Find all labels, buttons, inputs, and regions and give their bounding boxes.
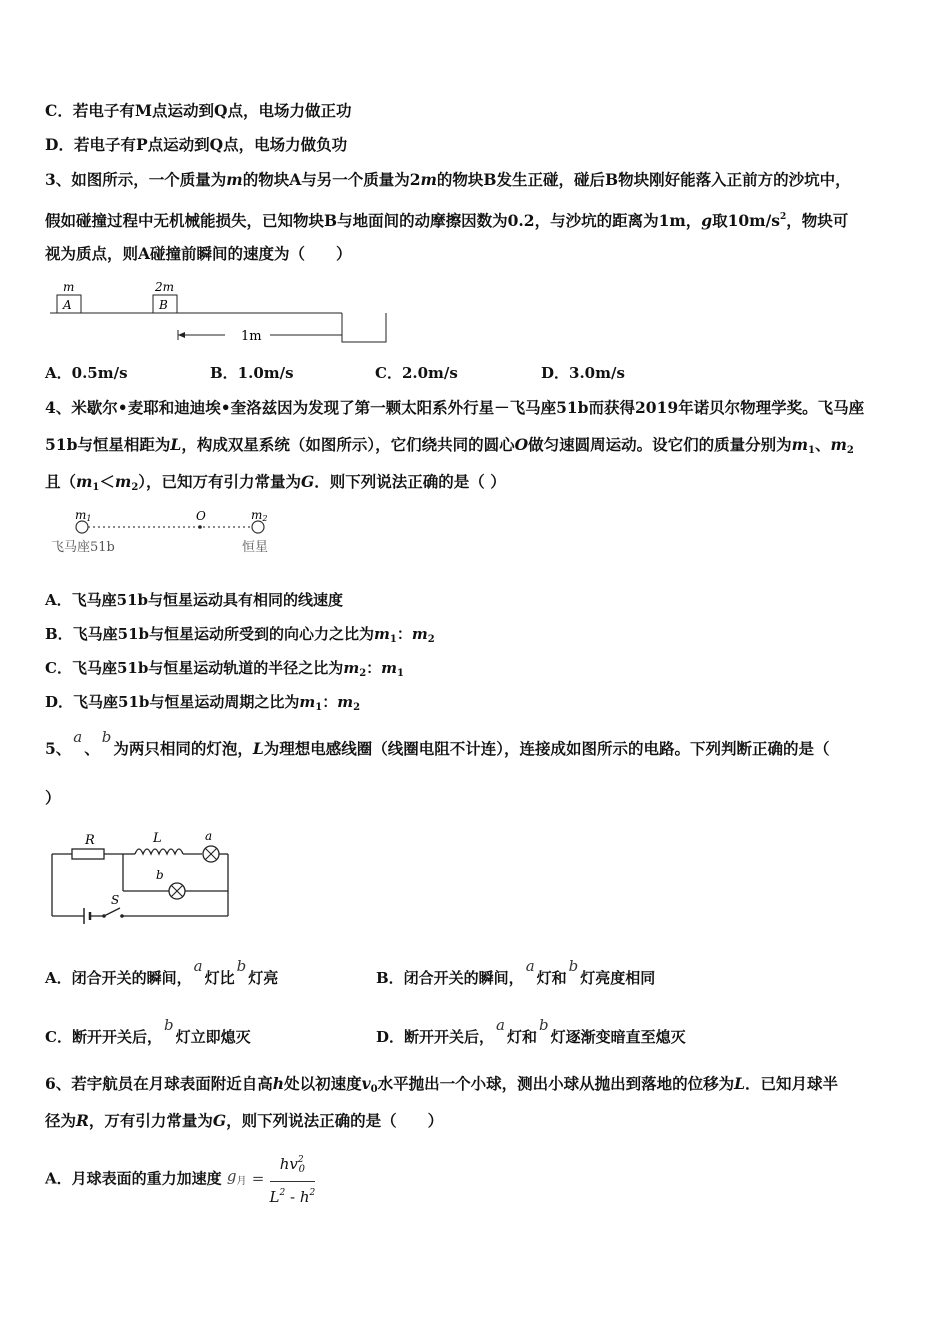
q4-option-d: D．飞马座51b与恒星运动周期之比为$m_1$：$m_2$	[45, 693, 361, 713]
q3-option-d: D．3.0m/s	[541, 364, 625, 382]
planet-label: 飞马座51b	[51, 540, 115, 555]
q5-stem-line2: ）	[45, 788, 61, 807]
q6-option-a: A．月球表面的重力加速度 $g_月$ = $\frac{hv^2_0}{L^2 - h^2}$	[45, 1150, 315, 1207]
q3-blocks-figure	[45, 278, 395, 350]
switch-s	[104, 908, 120, 916]
q5-stem-line1: 5、a、b为两只相同的灯泡，L为理想电感线圈（线圈电阻不计连），连接成如图所示的电路。下列判断正确的是（	[45, 728, 830, 758]
q4-stem-line2: 51b与恒星相距为L，构成双星系统（如图所示），它们绕共同的圆心O做匀速圆周运动。设它们的质量分别为$m_1$、$m_2$	[45, 435, 854, 456]
star-label: 恒星	[242, 540, 269, 555]
distance-label: 1m	[241, 329, 262, 344]
q3-stem-line2: 假如碰撞过程中无机械能损失，已知物块B与地面间的动摩擦因数为0.2，与沙坑的距离为1m，g取$10m/s^2$，物块可	[45, 211, 849, 230]
resistor	[72, 849, 104, 859]
planet-circle	[76, 521, 88, 533]
q4-stem-line1: 4、米歇尔•麦耶和迪迪埃•奎洛兹因为发现了第一颗太阳系外行星－飞马座51b而获得2019年诺贝尔物理学奖。飞马座	[45, 398, 865, 417]
q2-option-d: D．若电子有P点运动到Q点，电场力做负功	[45, 135, 348, 154]
m1-label: m1	[75, 508, 92, 523]
q5-circuit-figure	[45, 824, 240, 930]
q4-option-b: B．飞马座51b与恒星运动所受到的向心力之比为$m_1$：$m_2$	[45, 625, 435, 645]
block-b-mass-label: 2m	[155, 280, 175, 294]
q3-stem-line1: 3、如图所示，一个质量为m的物块A与另一个质量为2m的物块B发生正碰，碰后B物块刚好能落入正前方的沙坑中，	[45, 170, 851, 189]
star-circle	[252, 521, 264, 533]
q5-option-a: A．闭合开关的瞬间，a灯比b灯亮	[45, 957, 279, 987]
q5-option-d: D．断开开关后，a灯和b灯逐渐变暗直至熄灭	[376, 1016, 686, 1046]
block-a-label: A	[63, 298, 72, 312]
sand-pit	[342, 313, 386, 342]
block-a-mass-label: m	[63, 280, 75, 294]
q3-option-c: C．2.0m/s	[375, 364, 458, 382]
q3-option-a: A．0.5m/s	[45, 364, 128, 382]
q3-option-b: B．1.0m/s	[210, 364, 294, 382]
center-o-label: O	[196, 509, 206, 523]
switch-label: S	[111, 893, 120, 907]
center-o-point	[198, 525, 202, 529]
gravity-symbol: $g_月$	[226, 1166, 247, 1187]
q2-option-c: C．若电子有M点运动到Q点，电场力做正功	[45, 101, 352, 120]
gravity-formula-fraction: $\frac{hv^2_0}{L^2 - h^2}$	[270, 1150, 316, 1207]
block-b-label: B	[159, 298, 168, 312]
q4-option-a: A．飞马座51b与恒星运动具有相同的线速度	[45, 591, 344, 609]
inductor-label: L	[153, 831, 162, 846]
q6-stem-line2: 径为R，万有引力常量为G，则下列说法正确的是（ ）	[45, 1111, 444, 1130]
q4-stem-line3: 且$(m_1<m_2)$，已知万有引力常量为G．则下列说法正确的是（ ）	[45, 472, 506, 493]
inductor-coil	[135, 849, 183, 854]
resistor-label: R	[85, 833, 95, 848]
q3-stem-line3: 视为质点，则A碰撞前瞬间的速度为（ ）	[45, 244, 352, 263]
q4-option-c: C．飞马座51b与恒星运动轨道的半径之比为$m_2$：$m_1$	[45, 659, 405, 679]
bulb-a-label: a	[205, 829, 213, 843]
bulb-b-label: b	[156, 868, 164, 882]
q6-stem-line1: 6、若宇航员在月球表面附近自高h处以初速度$v_0$水平抛出一个小球，测出小球从抛出到落地的位移为L．已知月球半	[45, 1074, 839, 1095]
q5-option-c: C．断开开关后，b灯立即熄灭	[45, 1016, 251, 1046]
q4-binary-star-figure	[45, 506, 285, 558]
q5-option-b: B．闭合开关的瞬间，a灯和b灯亮度相同	[376, 957, 656, 987]
m2-label: m2	[251, 508, 268, 523]
